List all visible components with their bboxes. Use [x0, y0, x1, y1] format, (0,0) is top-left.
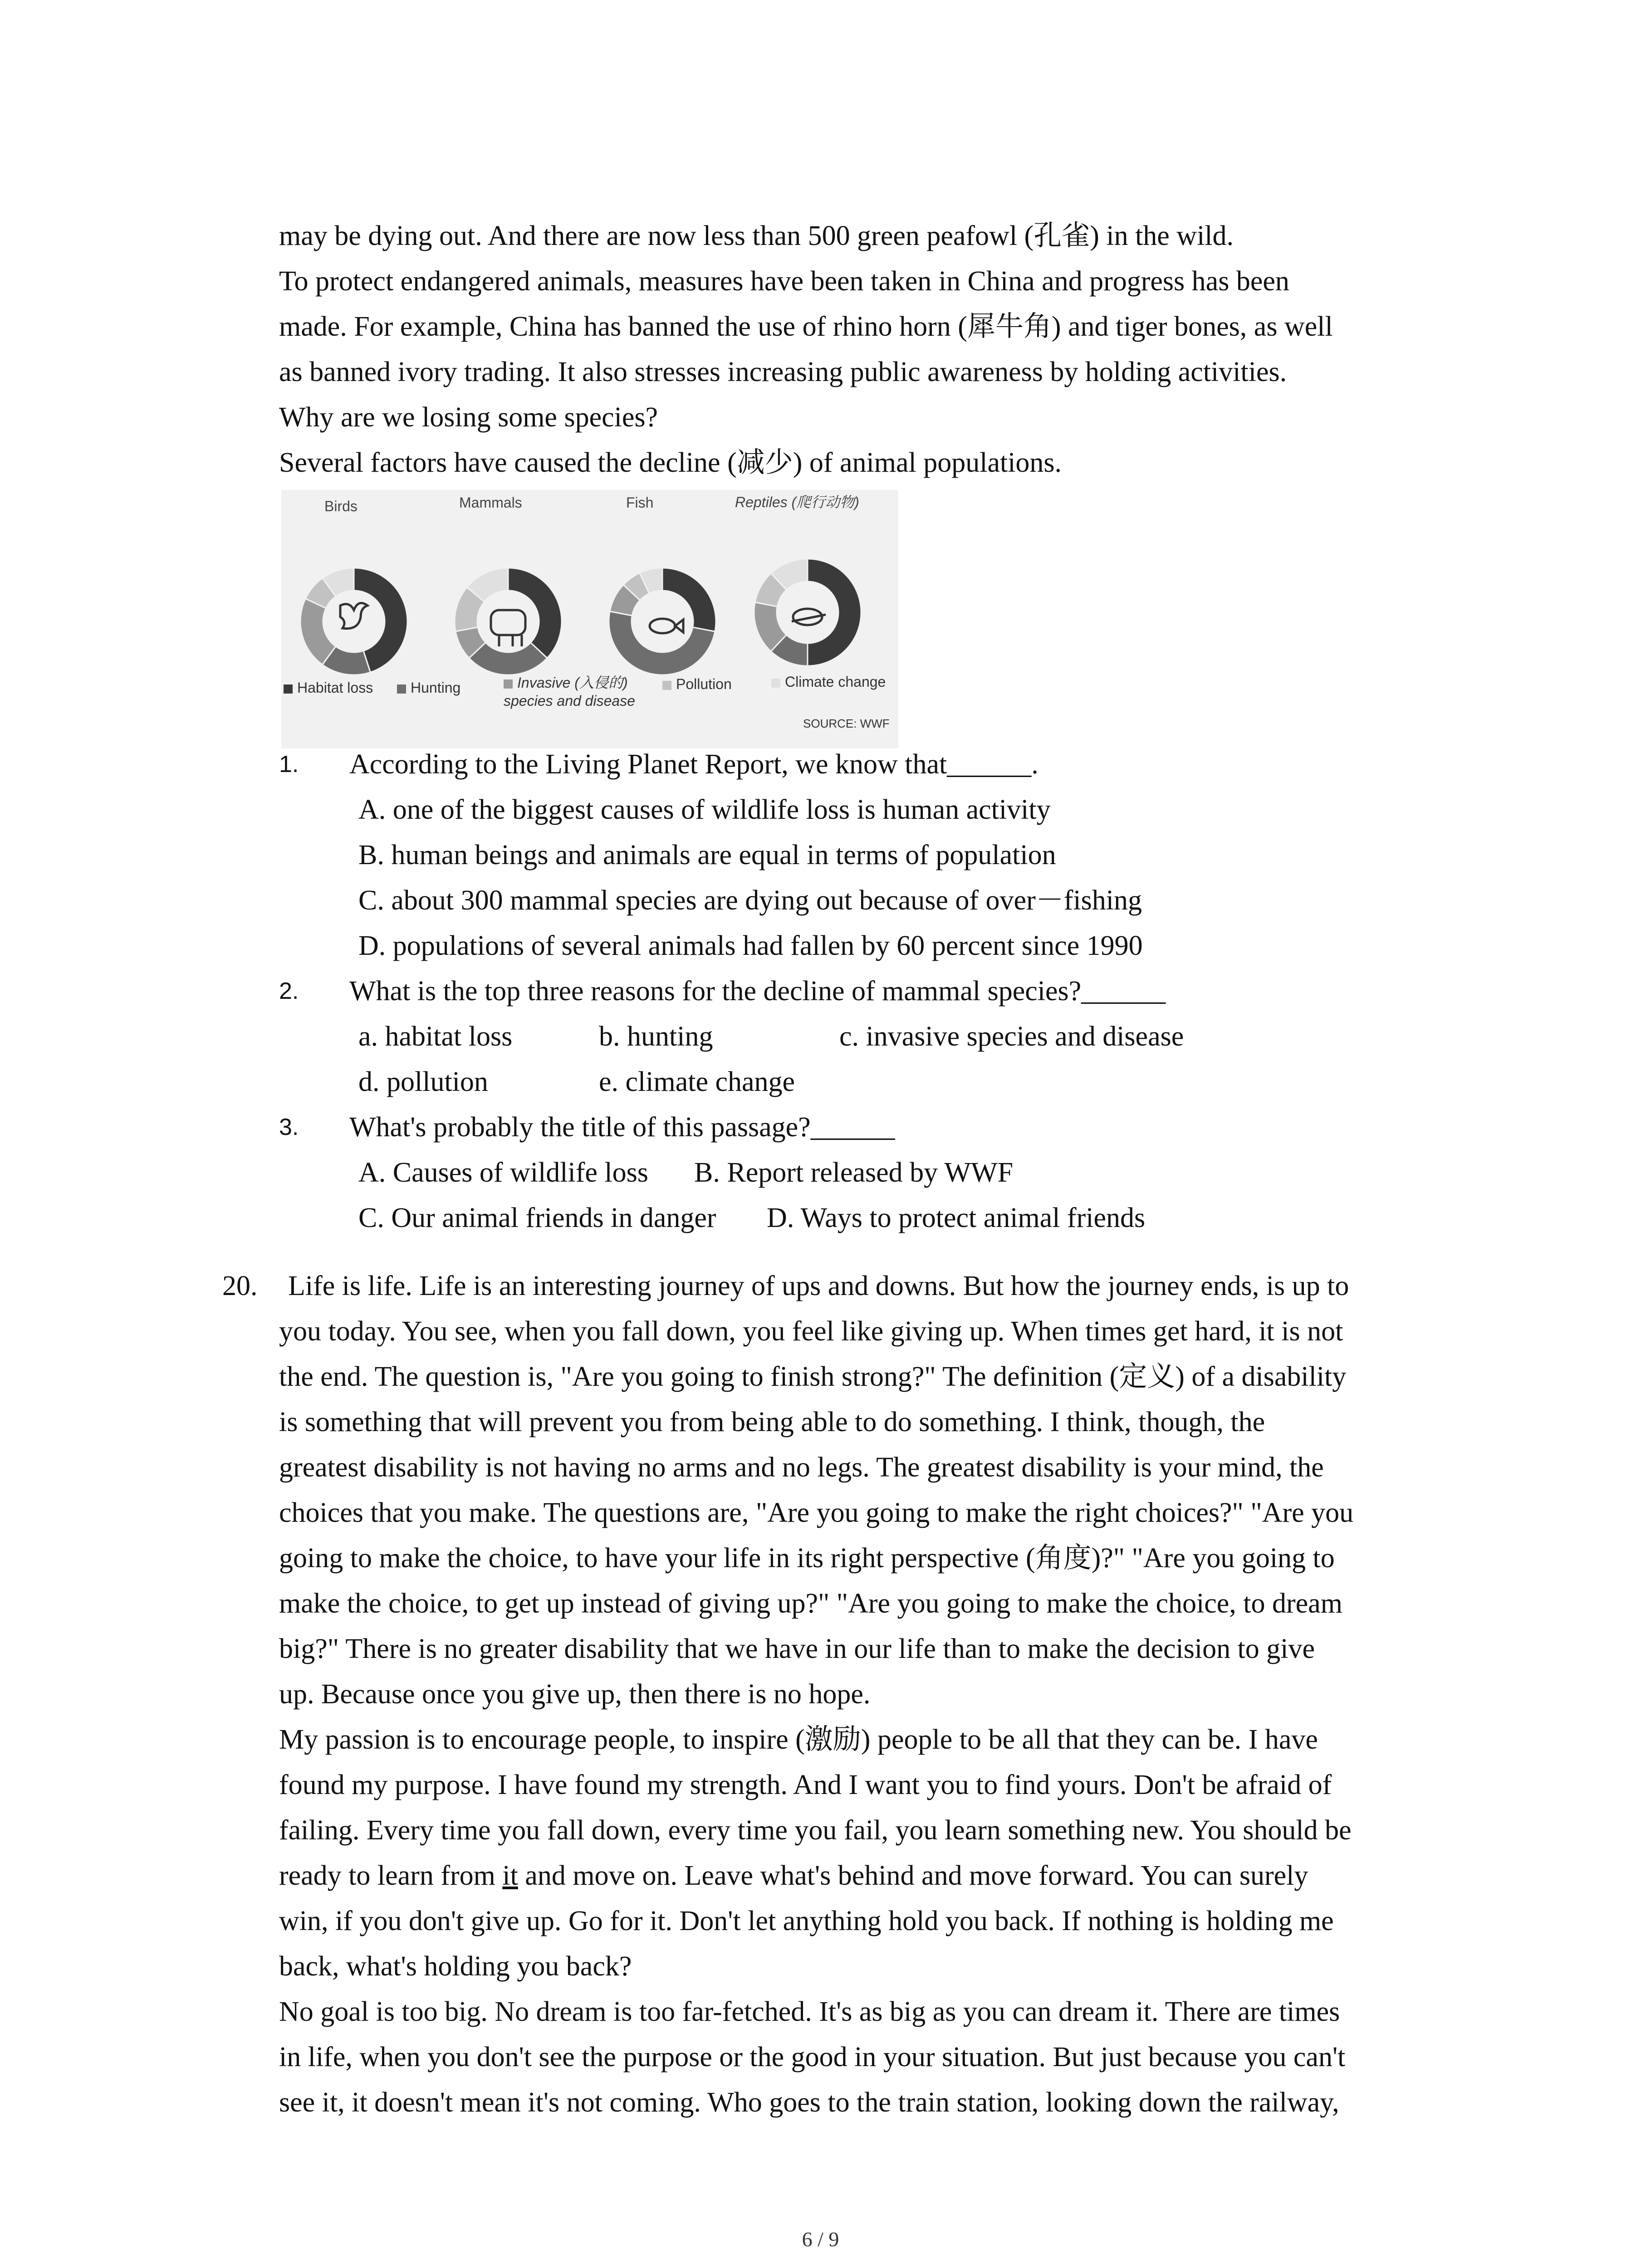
legend-swatch	[662, 681, 671, 690]
fish-icon	[650, 619, 675, 633]
donut-charts	[281, 513, 898, 676]
answer-option: C. about 300 mammal species are dying out because of over－fishing	[358, 885, 1142, 916]
passage-line: ready to learn from it and move on. Leave what's behind and move forward. You can surely	[279, 1860, 1308, 1891]
chart-source: SOURCE: WWF	[803, 717, 890, 730]
question-number: 1.	[279, 751, 299, 777]
question-stem: What is the top three reasons for the decline of mammal species?______	[349, 976, 1166, 1007]
chart-category-label: Fish	[626, 494, 654, 511]
question-number: 20.	[222, 1271, 258, 1301]
animal-icon	[340, 603, 367, 628]
answer-option: A. one of the biggest causes of wildlife loss is human activity	[358, 794, 1051, 825]
question-number: 2.	[279, 978, 299, 1004]
legend-item: Climate change	[771, 674, 886, 690]
chart-category-label: Birds	[324, 498, 358, 514]
passage-line: going to make the choice, to have your life in its right perspective (角度)?" "Are you going to	[279, 1543, 1335, 1574]
question-stem: According to the Living Planet Report, we know that______.	[349, 749, 1038, 780]
answer-option: a. habitat loss	[358, 1021, 513, 1052]
passage-question-heading: Why are we losing some species?	[279, 402, 658, 433]
chart-category-label: Reptiles (爬行动物)	[735, 494, 859, 510]
passage-line: as banned ivory trading. It also stresses increasing public awareness by holding activities.	[279, 357, 1287, 387]
page-number: 6 / 9	[802, 2228, 839, 2251]
bird-icon	[340, 603, 367, 628]
answer-option: e. climate change	[599, 1066, 795, 1097]
passage-line: big?" There is no greater disability that we have in our life than to make the decision to give	[279, 1633, 1315, 1664]
answer-option: D. Ways to protect animal friends	[767, 1202, 1146, 1233]
legend-swatch	[504, 679, 513, 689]
passage-line: My passion is to encourage people, to inspire (激励) people to be all that they can be. I have	[279, 1724, 1318, 1755]
passage-line: Life is life. Life is an interesting journey of ups and downs. But how the journey ends, is up to	[288, 1271, 1349, 1301]
passage-line: in life, when you don't see the purpose or the good in your situation. But just because you can't	[279, 2042, 1346, 2072]
donut-slice	[662, 568, 716, 631]
passage-line: win, if you don't give up. Go for it. Don't let anything hold you back. If nothing is holding me	[279, 1906, 1334, 1936]
answer-option: b. hunting	[599, 1021, 713, 1052]
passage-line: found my purpose. I have found my strength. And I want you to find yours. Don't be afraid of	[279, 1769, 1332, 1800]
wildlife-loss-figure	[281, 490, 898, 748]
passage-line: made. For example, China has banned the use of rhino horn (犀牛角) and tiger bones, as well	[279, 311, 1333, 342]
answer-option: c. invasive species and disease	[839, 1021, 1184, 1052]
answer-option: C. Our animal friends in danger	[358, 1202, 716, 1233]
legend-swatch	[397, 684, 406, 694]
passage-line: make the choice, to get up instead of giving up?" "Are you going to make the choice, to dream	[279, 1588, 1342, 1619]
elephant-icon	[491, 610, 525, 635]
passage-line: back, what's holding you back?	[279, 1951, 632, 1982]
legend-item: Hunting	[397, 679, 460, 696]
passage-line: you today. You see, when you fall down, you feel like giving up. When times get hard, it is not	[279, 1316, 1343, 1347]
passage-line: may be dying out. And there are now less than 500 green peafowl (孔雀) in the wild.	[279, 220, 1234, 251]
passage-line: up. Because once you give up, then there is no hope.	[279, 1679, 871, 1710]
chart-category-label: Mammals	[459, 494, 522, 511]
question-stem: What's probably the title of this passage?______	[349, 1112, 895, 1143]
passage-line: see it, it doesn't mean it's not coming. Who goes to the train station, looking down the railway,	[279, 2087, 1339, 2118]
answer-option: d. pollution	[358, 1066, 488, 1097]
passage-line: greatest disability is not having no arms and no legs. The greatest disability is your mind, the	[279, 1452, 1324, 1483]
passage-line: choices that you make. The questions are, "Are you going to make the right choices?" "Are you	[279, 1497, 1354, 1528]
passage-line: To protect endangered animals, measures have been taken in China and progress has been	[279, 266, 1289, 297]
legend-swatch	[284, 684, 293, 694]
answer-option: A. Causes of wildlife loss	[358, 1157, 648, 1188]
passage-line: is something that will prevent you from being able to do something. I think, though, the	[279, 1407, 1265, 1437]
underlined-word: it	[502, 1860, 518, 1891]
passage-line: No goal is too big. No dream is too far-fetched. It's as big as you can dream it. There are times	[279, 1996, 1340, 2027]
passage-line: failing. Every time you fall down, every time you fail, you learn something new. You should be	[279, 1815, 1352, 1846]
question-number: 3.	[279, 1114, 299, 1140]
passage-line: Several factors have caused the decline (减少) of animal populations.	[279, 447, 1062, 478]
donut-slice	[808, 559, 861, 666]
donut-slice	[508, 568, 562, 658]
passage-line: the end. The question is, "Are you going to finish strong?" The definition (定义) of a disability	[279, 1361, 1347, 1392]
legend-item: Habitat loss	[284, 679, 373, 696]
legend-item: Pollution	[662, 676, 732, 693]
answer-option: B. Report released by WWF	[694, 1157, 1014, 1188]
answer-option: D. populations of several animals had fallen by 60 percent since 1990	[358, 930, 1143, 961]
answer-option: B. human beings and animals are equal in terms of population	[358, 840, 1056, 870]
legend-item: Invasive (入侵的) species and disease	[504, 675, 635, 709]
legend-swatch	[771, 679, 780, 688]
